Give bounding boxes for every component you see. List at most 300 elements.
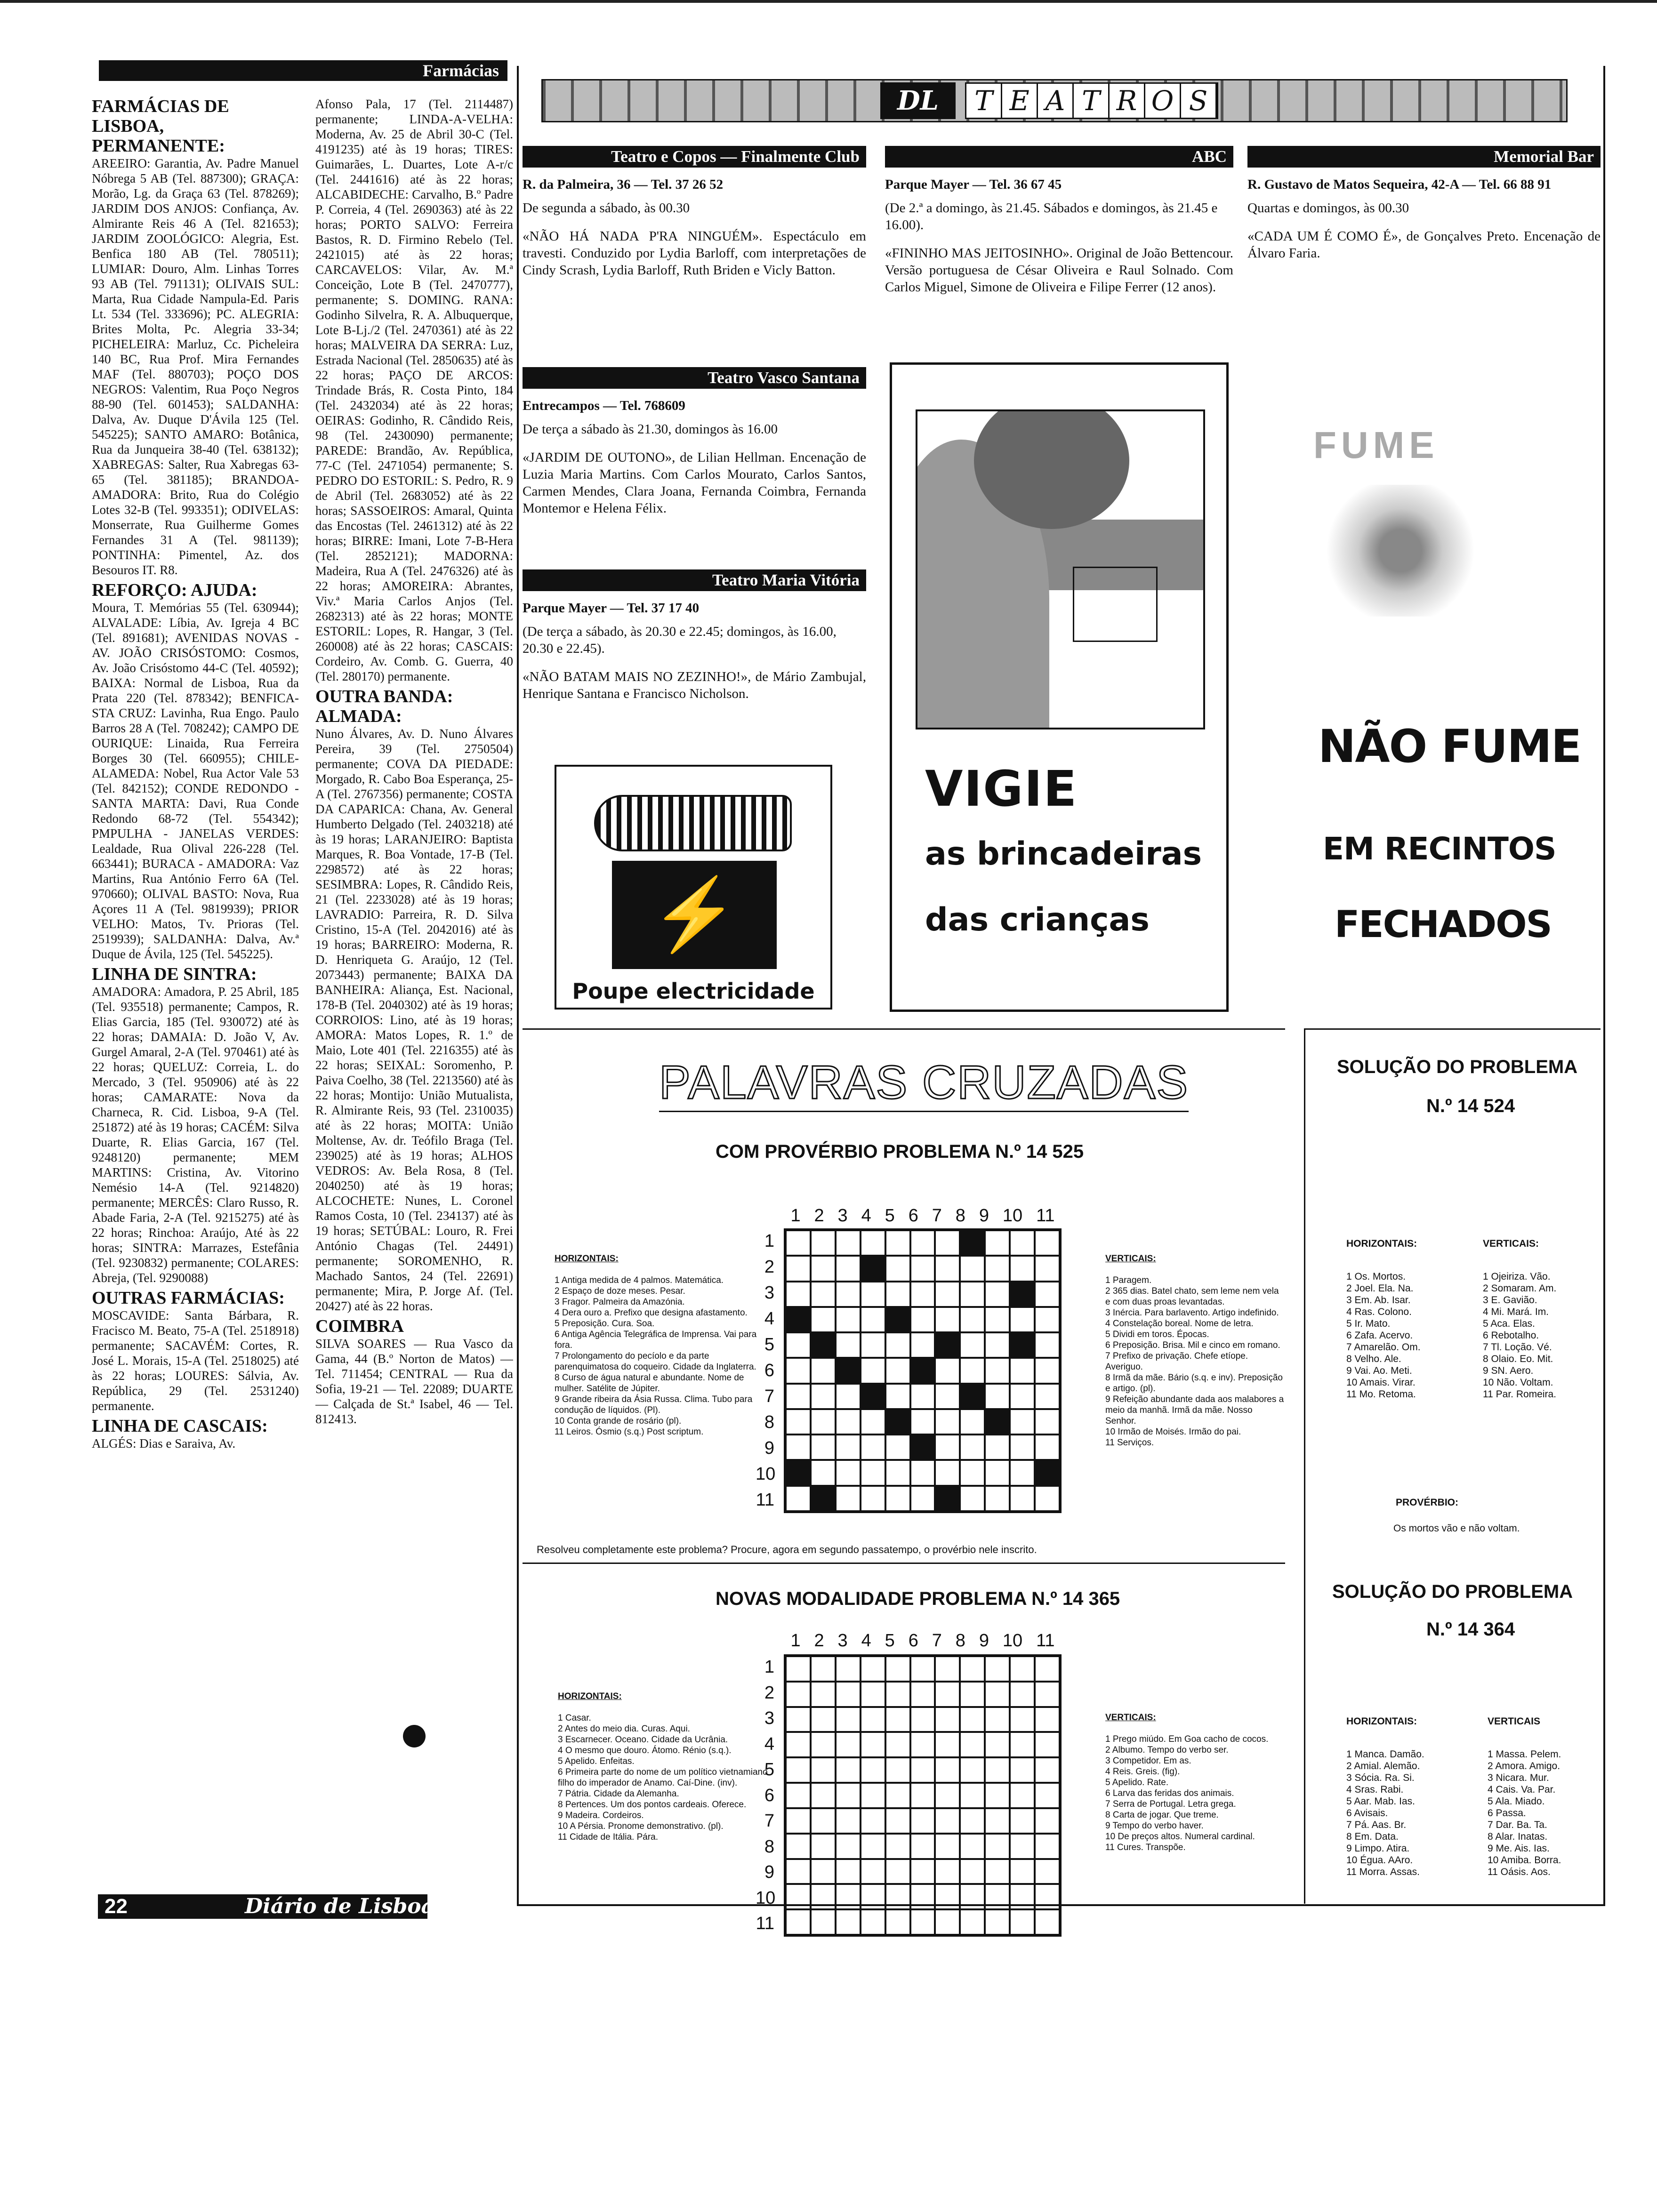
grid-cell[interactable] (960, 1834, 985, 1859)
solution2-down-label: VERTICAIS (1488, 1716, 1541, 1727)
grid-cell[interactable] (836, 1859, 861, 1884)
grid-cell[interactable] (1035, 1783, 1060, 1808)
grid-cell[interactable] (786, 1307, 811, 1332)
grid-cell[interactable] (1035, 1460, 1060, 1485)
grid-cell[interactable] (1035, 1682, 1060, 1707)
grid-cell[interactable] (985, 1834, 1010, 1859)
grid-cell[interactable] (1010, 1909, 1035, 1935)
grid-cell[interactable] (985, 1384, 1010, 1409)
grid-cell[interactable] (811, 1435, 836, 1460)
theater-show: «JARDIM DE OUTONO», de Lilian Hellman. Encenação de Luzia Maria Martins. Com Carlos Mourato, Carlos Santos, Carmen Mendes, Clara Joana, Fernanda Coimbra, Fernanda Montemor e Helena Félix. (523, 450, 866, 516)
grid-cell[interactable] (910, 1409, 935, 1435)
grid-cell[interactable] (885, 1707, 910, 1732)
pharmacy-listing: SILVA SOARES — Rua Vasco da Gama, 44 (B.º Norton de Matos) — Tel. 711454; CENTRAL — Rua da Sofia, 19-21 — Tel. 22089; DUARTE — Calçada de St.ª Isabel, 46 — Tel. 812413. (315, 1337, 513, 1426)
grid-cell[interactable] (910, 1307, 935, 1332)
grid-cell[interactable] (910, 1460, 935, 1485)
grid-cell[interactable] (836, 1656, 861, 1682)
row-number: 8 (764, 1412, 774, 1432)
grid-cell[interactable] (1035, 1757, 1060, 1783)
grid-cell[interactable] (1010, 1682, 1035, 1707)
grid-cell[interactable] (786, 1256, 811, 1281)
grid-cell[interactable] (1010, 1230, 1035, 1256)
grid-cell[interactable] (861, 1230, 885, 1256)
grid-cell[interactable] (935, 1656, 960, 1682)
grid-cell[interactable] (985, 1859, 1010, 1884)
grid-cell[interactable] (935, 1332, 960, 1358)
grid-cell[interactable] (985, 1435, 1010, 1460)
grid-cell[interactable] (811, 1859, 836, 1884)
grid-cell[interactable] (811, 1783, 836, 1808)
grid-cell[interactable] (811, 1909, 836, 1935)
grid-cell[interactable] (811, 1707, 836, 1732)
grid-cell[interactable] (885, 1486, 910, 1511)
grid-cell[interactable] (1035, 1909, 1060, 1935)
grid-cell[interactable] (985, 1358, 1010, 1383)
row-number: 5 (764, 1760, 774, 1780)
vigie-ad (890, 362, 1229, 1012)
grid-cell[interactable] (885, 1909, 910, 1935)
grid-cell[interactable] (985, 1808, 1010, 1834)
grid-cell[interactable] (935, 1884, 960, 1909)
grid-cell[interactable] (836, 1435, 861, 1460)
theater-schedule: De segunda a sábado, às 00.30 (523, 200, 690, 216)
vigie-line3: das crianças (925, 901, 1150, 938)
solution2-title: SOLUÇÃO DO PROBLEMA (1332, 1581, 1573, 1602)
grid-cell[interactable] (836, 1307, 861, 1332)
grid-cell[interactable] (1035, 1409, 1060, 1435)
grid-cell[interactable] (910, 1757, 935, 1783)
grid-cell[interactable] (1035, 1884, 1060, 1909)
grid-cell[interactable] (1035, 1230, 1060, 1256)
grid-cell[interactable] (1035, 1834, 1060, 1859)
grid-cell[interactable] (1010, 1282, 1035, 1307)
grid-cell[interactable] (836, 1230, 861, 1256)
grid-cell[interactable] (786, 1834, 811, 1859)
grid-cell[interactable] (935, 1707, 960, 1732)
solution1-across-text: 1 Os. Mortos. 2 Joel. Ela. Na. 3 Em. Ab. Isar. 4 Ras. Colono. 5 Ir. Mato. 6 Zafa. Acervo. 7 Amarelão. Om. 8 Velho. Ale. 9 Vai. Ao. Meti. 10 Amais. Virar. 11 Mo. Retoma. (1346, 1271, 1421, 1400)
grid-cell[interactable] (786, 1783, 811, 1808)
grid-cell[interactable] (910, 1682, 935, 1707)
grid-cell[interactable] (1010, 1486, 1035, 1511)
grid-cell[interactable] (910, 1435, 935, 1460)
grid-cell[interactable] (935, 1307, 960, 1332)
solution2-across-text: 1 Manca. Damão. 2 Amial. Alemão. 3 Sócia. Ra. Si. 4 Sras. Rabi. 5 Aar. Mab. Ias. 6 Avisais. 7 Pá. Aas. Br. 8 Em. Data. 9 Limpo. Atira. 10 Égua. AAro. 11 Morra. Assas. (1346, 1749, 1424, 1877)
grid-cell[interactable] (811, 1230, 836, 1256)
row-number: 3 (764, 1283, 774, 1303)
grid-cell[interactable] (836, 1486, 861, 1511)
grid-cell[interactable] (786, 1358, 811, 1383)
grid-cell[interactable] (836, 1783, 861, 1808)
grid-cell[interactable] (960, 1256, 985, 1281)
grid-cell[interactable] (885, 1834, 910, 1859)
grid-cell[interactable] (985, 1707, 1010, 1732)
grid-cell[interactable] (786, 1486, 811, 1511)
grid-cell[interactable] (885, 1783, 910, 1808)
grid-cell[interactable] (861, 1732, 885, 1757)
column-number: 1 (790, 1631, 801, 1651)
grid-cell[interactable] (985, 1460, 1010, 1485)
proverb-text: Os mortos vão e não voltam. (1393, 1523, 1520, 1534)
grid-cell[interactable] (861, 1707, 885, 1732)
title-letter: S (1181, 84, 1217, 118)
grid-cell[interactable] (960, 1808, 985, 1834)
grid-cell[interactable] (1010, 1808, 1035, 1834)
grid-cell[interactable] (811, 1282, 836, 1307)
grid-cell[interactable] (985, 1884, 1010, 1909)
grid-cell[interactable] (786, 1460, 811, 1485)
grid-cell[interactable] (910, 1358, 935, 1383)
grid-cell[interactable] (861, 1256, 885, 1281)
grid-cell[interactable] (861, 1682, 885, 1707)
grid-cell[interactable] (811, 1460, 836, 1485)
grid-cell[interactable] (786, 1859, 811, 1884)
pharmacy-listing: Afonso Pala, 17 (Tel. 2114487) permanente; LINDA-A-VELHA: Moderna, Av. 25 de Abril 30-C (Tel. 4191235) até às 19 horas; TIRES: Guimarães, L. Duartes, Lote A-r/c (Tel. 2441616) até às 22 horas; ALCABIDECHE: Carvalho, B.º Padre P. Correia, 4 (Tel. 2690363) até às 22 horas; PORTO SALVO: Ferreira Bastos, R. D. Firmino Rebelo (Tel. 2421015) até às 22 horas; CARCAVELOS: Vilar, Av. M.ª Conceição, Lote B (Tel. 2470777), permanente; S. DOMING. RANA: Godinho Silvelra, R. A. Albuquerque, Lote B-Lj./2 (Tel. 2470361) até às 22 horas; MALVEIRA DA SERRA: Luz, Estrada Nacional (Tel. 2850635) até às 22 horas; PAÇO DE ARCOS: Trindade Brás, R. Costa Pinto, 184 (Tel. 2432034) até às 22 horas; OEIRAS: Godinho, R. Cândido Reis, 98 (Tel. 2430090) permanente; PAREDE: Brandão, Av. República, 77-C (Tel. 2471054) permanente; S. PEDRO DO ESTORIL: S. Pedro, R. 9 de Abril (Tel. 2683052) até às 22 horas; SASSOEIROS: Amaral, Quinta das Encostas (Tel. 2461312) até às 22 horas; BIRRE: Imani, Lote 7-B-Hera (Tel. 2852121); MADORNA: Madeira, Rua A (Tel. 2476326) até às 22 horas; AMOREIRA: Abrantes, Viv.ª Maria Carlos Anjos (Tel. 2682313) até às 22 horas; MONTE ESTORIL: Lopes, R. Hangar, 3 (Tel. 260008) até às 22 horas; CASCAIS: Cordeiro, Av. Comb. G. Guerra, 40 (Tel. 280170) permanente. (315, 97, 513, 683)
grid-cell[interactable] (910, 1230, 935, 1256)
grid-cell[interactable] (935, 1435, 960, 1460)
grid-cell[interactable] (910, 1909, 935, 1935)
grid-cell[interactable] (811, 1656, 836, 1682)
grid-cell[interactable] (836, 1884, 861, 1909)
clues-across (555, 1242, 776, 1448)
grid-cell[interactable] (811, 1409, 836, 1435)
grid-cell[interactable] (960, 1656, 985, 1682)
pharmacy-region-heading: REFORÇO: AJUDA: (92, 580, 257, 600)
grid-cell[interactable] (1035, 1707, 1060, 1732)
grid-cell[interactable] (910, 1656, 935, 1682)
grid-cell[interactable] (836, 1409, 861, 1435)
grid-cell[interactable] (960, 1757, 985, 1783)
column-number: 10 (1002, 1206, 1023, 1226)
grid-cell[interactable] (1010, 1834, 1035, 1859)
grid-cell[interactable] (960, 1884, 985, 1909)
grid-cell[interactable] (960, 1384, 985, 1409)
row-number: 10 (756, 1464, 776, 1484)
grid-cell[interactable] (960, 1783, 985, 1808)
grid-cell[interactable] (985, 1909, 1010, 1935)
grid-cell[interactable] (885, 1409, 910, 1435)
clues2-across-text: 1 Casar. 2 Antes do meio dia. Curas. Aqui. 3 Escarnecer. Oceano. Cidade da Ucrânia. 4 O mesmo que douro. Átomo. Rénio (s.q.). 5 Apelido. Enfeitas. 6 Primeira parte do nome de um político vietnamiano filho do imperador de Anamo. Caí-Dine. (inv). 7 Pátria. Cidade da Alemanha. 8 Pertences. Um dos pontos cardeais. Oferece. 9 Madeira. Cordeiros. 10 A Pérsia. Pronome demonstrativo. (pl). 11 Cidade de Itália. Pára. (558, 1713, 768, 1842)
grid-cell[interactable] (1035, 1282, 1060, 1307)
grid-cell[interactable] (861, 1783, 885, 1808)
grid-cell[interactable] (861, 1859, 885, 1884)
grid-cell[interactable] (985, 1783, 1010, 1808)
grid-cell[interactable] (935, 1682, 960, 1707)
grid-cell[interactable] (836, 1707, 861, 1732)
grid-cell[interactable] (910, 1384, 935, 1409)
grid-cell[interactable] (1010, 1358, 1035, 1383)
grid-cell[interactable] (960, 1332, 985, 1358)
grid-cell[interactable] (811, 1834, 836, 1859)
grid-cell[interactable] (960, 1358, 985, 1383)
clues2-down-text: 1 Prego miúdo. Em Goa cacho de cocos. 2 Albumo. Tempo do verbo ser. 3 Competidor. Em as. 4 Reis. Greis. (fig). 5 Apelido. Rate. 6 Larva das feridas dos animais. 7 Serra de Portugal. Letra grega. 8 Carta de jogar. Que treme. 9 Tempo do verbo haver. 10 De preços altos. Numeral cardinal. 11 Cures. Transpõe. (1105, 1734, 1269, 1852)
pharmacy-listing: AMADORA: Amadora, P. 25 Abril, 185 (Tel. 935518) permanente; Campos, R. Elias Garcia, 185 (Tel. 930072) até às 22 horas; DAMAIA: D. João V, Av. Gurgel Amaral, 2-A (Tel. 970461) até às 22 horas; QUELUZ: Correia, L. do Mercado, 3 (Tel. 950906) até às 22 horas; CAMARATE: Nova da Charneca, R. Cid. Lisboa, 9-A (Tel. 251872) até às 19 horas; CACÉM: Silva Duarte, R. Elias Garcia, 167 (Tel. 9248120) permanente; MEM MARTINS: Cristina, Av. Vitorino Nemésio 14-A (Tel. 9214820) permanente; MERCÊS: Claro Russo, R. Abade Faria, 2-A (Tel. 9215275) até às 22 horas; Rinchoa: Araújo, Até às 22 horas; SINTRA: Marrazes, Estefânia (Tel. 9230832) permanente; COLARES: Abreja, (Tel. 9290088) (92, 985, 299, 1285)
grid-cell[interactable] (786, 1332, 811, 1358)
theater-show: «FININHO MAS JEITOSINHO». Original de João Bettencour. Versão portuguesa de César Oliveira e Raul Solnado. Com Carlos Miguel, Simone de Oliveira e Filipe Ferrer (12 anos). (885, 246, 1233, 295)
grid-cell[interactable] (861, 1435, 885, 1460)
grid-cell[interactable] (910, 1808, 935, 1834)
clues-down (1105, 1242, 1284, 1459)
grid-cell[interactable] (786, 1656, 811, 1682)
grid-cell[interactable] (985, 1332, 1010, 1358)
grid-cell[interactable] (935, 1409, 960, 1435)
grid-cell[interactable] (861, 1409, 885, 1435)
smoke-illustration (1318, 485, 1483, 617)
column-numbers (784, 1206, 1062, 1226)
grid-cell[interactable] (1035, 1256, 1060, 1281)
pharmacy-region-heading: COIMBRA (315, 1316, 404, 1336)
grid-cell[interactable] (861, 1384, 885, 1409)
grid-cell[interactable] (910, 1783, 935, 1808)
grid-cell[interactable] (1035, 1808, 1060, 1834)
grid-cell[interactable] (1035, 1486, 1060, 1511)
grid-cell[interactable] (960, 1282, 985, 1307)
vigie-line2: as brincadeiras (925, 835, 1202, 873)
grid-cell[interactable] (985, 1307, 1010, 1332)
grid-cell[interactable] (811, 1808, 836, 1834)
grid-cell[interactable] (985, 1656, 1010, 1682)
grid-cell[interactable] (985, 1282, 1010, 1307)
grid-cell[interactable] (935, 1834, 960, 1859)
divider (523, 1028, 1285, 1030)
row-number: 4 (764, 1309, 774, 1329)
grid-cell[interactable] (935, 1358, 960, 1383)
grid-cell[interactable] (861, 1909, 885, 1935)
pharmacies-col-1 (92, 96, 299, 1880)
clues2-across (558, 1680, 774, 1853)
grid-cell[interactable] (885, 1435, 910, 1460)
grid-cell[interactable] (811, 1757, 836, 1783)
grid-cell[interactable] (910, 1256, 935, 1281)
grid-cell[interactable] (861, 1757, 885, 1783)
grid-cell[interactable] (861, 1332, 885, 1358)
pharmacy-listing: MOSCAVIDE: Santa Bárbara, R. Fracisco M. Beato, 75-A (Tel. 2518918) permanente; SACAVÉM: Cortes, R. José L. Morais, 15-A (Tel. 2518025) até às 22 horas; LOURES: Sálvia, Av. República, 29 (Tel. 2531240) permanente. (92, 1308, 299, 1413)
grid-cell[interactable] (1035, 1435, 1060, 1460)
grid-cell[interactable] (935, 1909, 960, 1935)
bullet-dot (403, 1725, 426, 1747)
row-number: 6 (764, 1785, 774, 1805)
pharmacy-region-heading: OUTRA BANDA: ALMADA: (315, 687, 453, 726)
grid-cell[interactable] (836, 1460, 861, 1485)
grid-cell[interactable] (786, 1757, 811, 1783)
grid-cell[interactable] (960, 1435, 985, 1460)
pharmacy-region-heading: LINHA DE SINTRA: (92, 964, 257, 984)
grid-cell[interactable] (1010, 1783, 1035, 1808)
grid-cell[interactable] (910, 1834, 935, 1859)
grid-cell[interactable] (885, 1808, 910, 1834)
grid-cell[interactable] (1010, 1435, 1035, 1460)
grid-cell[interactable] (786, 1282, 811, 1307)
solution2-across (1346, 1704, 1464, 1890)
grid-cell[interactable] (861, 1486, 885, 1511)
grid-cell[interactable] (885, 1460, 910, 1485)
grid-cell[interactable] (885, 1307, 910, 1332)
pharmacy-listing: ALGÉS: Dias e Saraiva, Av. (92, 1436, 236, 1451)
grid-cell[interactable] (1035, 1656, 1060, 1682)
column-number: 9 (979, 1206, 989, 1226)
divider-middle (523, 1563, 1285, 1564)
grid-cell[interactable] (786, 1884, 811, 1909)
grid-cell[interactable] (861, 1307, 885, 1332)
grid-cell[interactable] (885, 1332, 910, 1358)
grid-cell[interactable] (861, 1282, 885, 1307)
grid-cell[interactable] (861, 1808, 885, 1834)
clues-across-text: 1 Antiga medida de 4 palmos. Matemática. 2 Espaço de doze meses. Pesar. 3 Fragor. Palmeira da Amazónia. 4 Dera ouro a. Prefixo que designa afastamento. 5 Preposição. Cura. Soa. 6 Antiga Agência Telegráfica de Imprensa. Vai para fora. 7 Prolongamento do pecíolo e da parte parenquimatosa do coqueiro. Cidade da Inglaterra. 8 Curso de água natural e abundante. Nome de mulher. Satélite de Júpiter. 9 Grande ribeira da Ásia Russa. Clima. Tubo para condução de líquidos. (Pl). 10 Conta grande de rosário (pl). 11 Leiros. Ósmio (s.q.) Post scriptum. (555, 1275, 757, 1437)
column-number: 5 (885, 1206, 895, 1226)
grid-cell[interactable] (1035, 1859, 1060, 1884)
grid-cell[interactable] (861, 1656, 885, 1682)
grid-cell[interactable] (836, 1358, 861, 1383)
grid-cell[interactable] (885, 1282, 910, 1307)
grid-cell[interactable] (935, 1230, 960, 1256)
grid-cell[interactable] (836, 1332, 861, 1358)
grid-cell[interactable] (1010, 1307, 1035, 1332)
grid-cell[interactable] (811, 1307, 836, 1332)
grid-cell[interactable] (786, 1435, 811, 1460)
grid-cell[interactable] (786, 1909, 811, 1935)
grid-cell[interactable] (935, 1783, 960, 1808)
row-number: 10 (756, 1888, 776, 1908)
grid-cell[interactable] (935, 1808, 960, 1834)
grid-cell[interactable] (960, 1307, 985, 1332)
grid-cell[interactable] (935, 1460, 960, 1485)
grid-cell[interactable] (786, 1230, 811, 1256)
grid-cell[interactable] (1010, 1656, 1035, 1682)
grid-cell[interactable] (885, 1384, 910, 1409)
grid-cell[interactable] (861, 1460, 885, 1485)
grid-cell[interactable] (910, 1707, 935, 1732)
crossword2-grid[interactable] (784, 1654, 1062, 1937)
grid-cell[interactable] (811, 1332, 836, 1358)
grid-cell[interactable] (885, 1256, 910, 1281)
grid-cell[interactable] (836, 1282, 861, 1307)
grid-cell[interactable] (885, 1230, 910, 1256)
grid-cell[interactable] (910, 1282, 935, 1307)
grid-cell[interactable] (836, 1834, 861, 1859)
grid-cell[interactable] (985, 1230, 1010, 1256)
grid-cell[interactable] (811, 1884, 836, 1909)
grid-cell[interactable] (935, 1486, 960, 1511)
grid-cell[interactable] (885, 1859, 910, 1884)
grid-cell[interactable] (935, 1859, 960, 1884)
grid-cell[interactable] (1035, 1358, 1060, 1383)
grid-cell[interactable] (985, 1486, 1010, 1511)
grid-cell[interactable] (960, 1460, 985, 1485)
grid-cell[interactable] (935, 1282, 960, 1307)
grid-cell[interactable] (910, 1884, 935, 1909)
clues-across-label: HORIZONTAIS: (555, 1254, 619, 1264)
grid-cell[interactable] (1010, 1757, 1035, 1783)
vigie-headline: VIGIE (925, 760, 1078, 817)
grid-cell[interactable] (960, 1409, 985, 1435)
grid-cell[interactable] (1010, 1707, 1035, 1732)
grid-cell[interactable] (861, 1884, 885, 1909)
grid-cell[interactable] (1035, 1384, 1060, 1409)
grid-cell[interactable] (960, 1732, 985, 1757)
grid-cell[interactable] (1010, 1332, 1035, 1358)
grid-cell[interactable] (1035, 1332, 1060, 1358)
grid-cell[interactable] (786, 1732, 811, 1757)
grid-cell[interactable] (786, 1682, 811, 1707)
row-number: 11 (756, 1914, 774, 1934)
grid-cell[interactable] (861, 1834, 885, 1859)
grid-cell[interactable] (885, 1682, 910, 1707)
grid-cell[interactable] (985, 1409, 1010, 1435)
grid-cell[interactable] (1035, 1732, 1060, 1757)
grid-cell[interactable] (1010, 1460, 1035, 1485)
grid-cell[interactable] (1035, 1307, 1060, 1332)
grid-cell[interactable] (885, 1656, 910, 1682)
grid-cell[interactable] (935, 1757, 960, 1783)
grid-cell[interactable] (836, 1384, 861, 1409)
grid-cell[interactable] (811, 1256, 836, 1281)
grid-cell[interactable] (811, 1682, 836, 1707)
grid-cell[interactable] (935, 1732, 960, 1757)
no-smoking-headline: NÃO FUME (1318, 720, 1581, 773)
grid-cell[interactable] (910, 1732, 935, 1757)
grid-cell[interactable] (836, 1909, 861, 1935)
grid-cell[interactable] (985, 1682, 1010, 1707)
grid-cell[interactable] (935, 1384, 960, 1409)
grid-cell[interactable] (786, 1707, 811, 1732)
grid-cell[interactable] (811, 1486, 836, 1511)
grid-cell[interactable] (910, 1859, 935, 1884)
grid-cell[interactable] (960, 1486, 985, 1511)
crossword-grid[interactable] (784, 1228, 1062, 1513)
grid-cell[interactable] (786, 1409, 811, 1435)
grid-cell[interactable] (1010, 1859, 1035, 1884)
grid-cell[interactable] (885, 1884, 910, 1909)
grid-cell[interactable] (836, 1732, 861, 1757)
grid-cell[interactable] (836, 1682, 861, 1707)
grid-cell[interactable] (960, 1230, 985, 1256)
grid-cell[interactable] (811, 1358, 836, 1383)
grid-cell[interactable] (960, 1909, 985, 1935)
row-number: 11 (756, 1490, 774, 1510)
solution1-title: SOLUÇÃO DO PROBLEMA (1337, 1057, 1578, 1077)
grid-cell[interactable] (935, 1256, 960, 1281)
grid-cell[interactable] (960, 1707, 985, 1732)
grid-cell[interactable] (960, 1682, 985, 1707)
grid-cell[interactable] (885, 1358, 910, 1383)
grid-cell[interactable] (1010, 1732, 1035, 1757)
grid-cell[interactable] (910, 1332, 935, 1358)
grid-cell[interactable] (786, 1808, 811, 1834)
grid-cell[interactable] (910, 1486, 935, 1511)
grid-cell[interactable] (985, 1732, 1010, 1757)
grid-cell[interactable] (836, 1256, 861, 1281)
grid-cell[interactable] (960, 1859, 985, 1884)
grid-cell[interactable] (985, 1256, 1010, 1281)
grid-cell[interactable] (1010, 1884, 1035, 1909)
grid-cell[interactable] (811, 1384, 836, 1409)
grid-cell[interactable] (836, 1808, 861, 1834)
grid-cell[interactable] (885, 1732, 910, 1757)
grid-cell[interactable] (836, 1757, 861, 1783)
teatros-title (965, 82, 1218, 119)
grid-cell[interactable] (1010, 1409, 1035, 1435)
grid-cell[interactable] (1010, 1256, 1035, 1281)
row-number: 2 (764, 1683, 774, 1703)
grid-cell[interactable] (811, 1732, 836, 1757)
clues-down-text: 1 Paragem. 2 365 dias. Batel chato, sem leme nem vela e com duas proas levantadas. 3 Inércia. Para barlavento. Artigo indefinido. 4 Constelação boreal. Nome de letra. 5 Dividi em toros. Épocas. 6 Preposição. Brisa. Mil e cinco em romano. 7 Prefixo de privação. Chefe etíope. Averiguo. 8 Irmã da mãe. Bário (s.q. e inv). Preposição e artigo. (pl). 9 Refeição abundante dada aos malabores a meio da manhã. Irmã da mãe. Nosso Senhor. 10 Irmão de Moisés. Irmão do pai. 11 Serviços. (1105, 1275, 1284, 1448)
grid-cell[interactable] (985, 1757, 1010, 1783)
grid-cell[interactable] (1010, 1384, 1035, 1409)
title-letter: A (1038, 84, 1074, 118)
theater-name: Teatro Maria Vitória (523, 569, 866, 591)
grid-cell[interactable] (786, 1384, 811, 1409)
grid-cell[interactable] (861, 1358, 885, 1383)
grid-cell[interactable] (885, 1757, 910, 1783)
